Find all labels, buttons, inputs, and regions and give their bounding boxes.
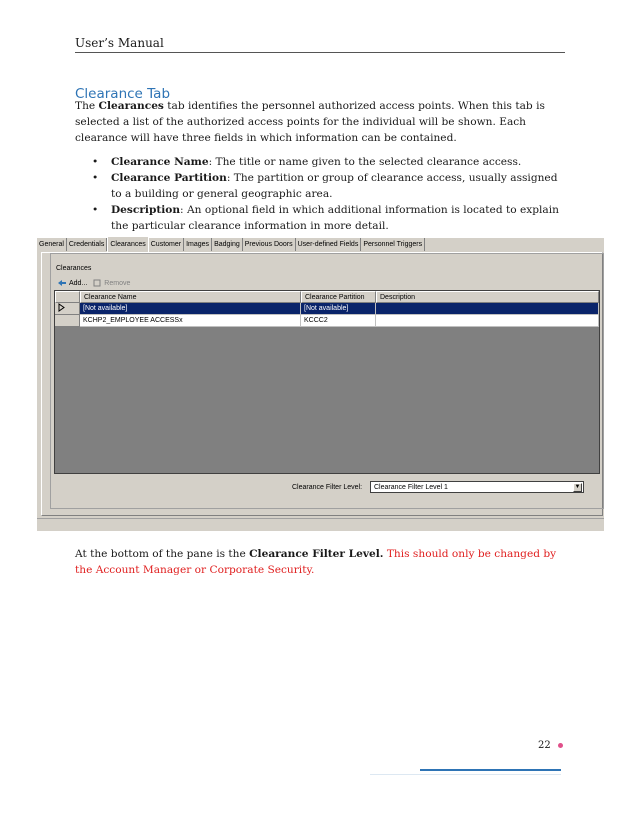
tab-clearances[interactable]: Clearances <box>107 236 148 253</box>
intro-pre: The <box>75 100 99 112</box>
table-row[interactable] <box>55 315 599 327</box>
remove-icon <box>93 279 102 287</box>
add-icon <box>57 279 67 287</box>
column-header-partition[interactable]: Clearance Partition <box>301 291 376 303</box>
add-label: Add... <box>69 279 88 287</box>
filter-level-select[interactable] <box>370 481 584 493</box>
outro-pre: At the bottom of the pane is the <box>75 548 250 560</box>
filter-level-label: Clearance Filter Level: <box>292 484 363 491</box>
list-item <box>92 154 562 170</box>
footer-rule <box>420 769 561 771</box>
page-dot-icon <box>558 743 563 748</box>
section-title: Clearance Tab <box>75 86 171 102</box>
list-item <box>92 202 562 234</box>
tab-customer[interactable]: Customer <box>149 238 184 251</box>
footer-rule-faint <box>370 774 561 775</box>
cell-clearance-partition: KCCC2 <box>301 315 376 327</box>
column-header-indicator <box>55 291 80 303</box>
list-item <box>92 170 562 202</box>
bullet-icon: • <box>92 156 99 168</box>
cell-clearance-partition: [Not available] <box>301 303 376 315</box>
list-term: Clearance Partition <box>111 172 227 184</box>
field-list <box>92 154 562 234</box>
intro-bold: Clearances <box>98 100 164 112</box>
remove-label: Remove <box>104 279 131 287</box>
clearance-toolbar <box>57 277 130 289</box>
outro-warning: This should only be changed by the Account Manager or Corporate Security. <box>75 548 557 576</box>
table-header <box>55 291 599 303</box>
add-button[interactable] <box>57 279 87 287</box>
list-text: : The title or name given to the selected clearance access. <box>208 156 522 168</box>
table-row[interactable] <box>55 303 599 315</box>
window-bottom-edge <box>37 518 604 531</box>
cell-description <box>376 303 599 315</box>
filter-level-value: Clearance Filter Level 1 <box>374 484 448 491</box>
outro-bold: Clearance Filter Level. <box>249 548 384 560</box>
tab-strip <box>37 238 425 252</box>
tab-general[interactable]: General <box>37 238 67 251</box>
tab-user-defined-fields[interactable]: User-defined Fields <box>296 238 362 251</box>
dropdown-arrow-icon[interactable]: ▼ <box>574 484 581 490</box>
running-header: User’s Manual <box>75 36 164 50</box>
page-number: 22 <box>538 740 551 751</box>
row-indicator-icon <box>55 303 80 315</box>
list-term: Clearance Name <box>111 156 209 168</box>
column-header-description[interactable]: Description <box>376 291 599 303</box>
cell-clearance-name: KCHP2_EMPLOYEE ACCESSx <box>80 315 301 327</box>
bullet-icon: • <box>92 172 99 184</box>
cell-clearance-name: [Not available] <box>80 303 301 315</box>
tab-personnel-triggers[interactable]: Personnel Triggers <box>361 238 425 251</box>
intro-post: tab identifies the personnel authorized access points. When this tab is selected a list of the authorized access points for the individual will be shown. Each clearance will have three fields in which information can be contained. <box>75 100 545 144</box>
list-text: : The partition or group of clearance access, usually assigned to a building or general geographic area. <box>111 172 558 200</box>
intro-paragraph <box>75 98 565 146</box>
row-indicator <box>55 315 80 327</box>
clearance-table[interactable] <box>54 290 600 474</box>
remove-button[interactable] <box>93 279 130 287</box>
clearances-screenshot <box>37 238 604 530</box>
tab-previous-doors[interactable]: Previous Doors <box>243 238 296 251</box>
tab-credentials[interactable]: Credentials <box>67 238 107 251</box>
column-header-name[interactable]: Clearance Name <box>80 291 301 303</box>
tab-images[interactable]: Images <box>184 238 212 251</box>
bullet-icon: • <box>92 204 99 216</box>
list-term: Description <box>111 204 181 216</box>
outro-paragraph <box>75 546 565 578</box>
cell-description <box>376 315 599 327</box>
group-title: Clearances <box>56 265 92 272</box>
header-rule <box>75 52 565 53</box>
tab-badging[interactable]: Badging <box>212 238 243 251</box>
list-text: : An optional field in which additional information is located to explain the particular clearance information in more detail. <box>111 204 559 232</box>
